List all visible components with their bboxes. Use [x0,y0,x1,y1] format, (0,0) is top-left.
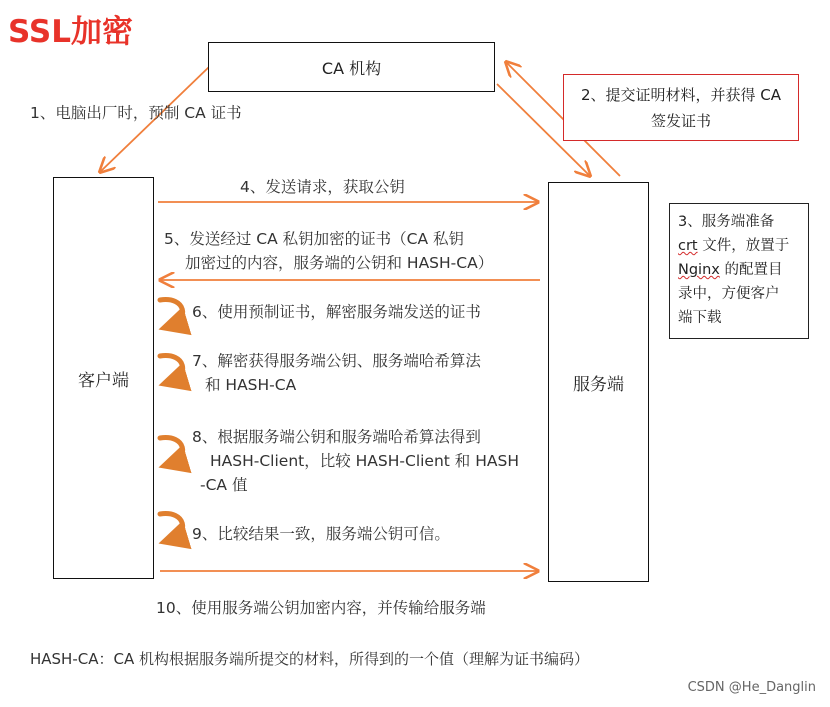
note-step-3-line1 [678,210,800,234]
note-step-3-crt: crt [678,238,698,254]
step-8-label-line3: -CA 值 [200,476,248,494]
note-step-3-line5: 端下载 [678,310,722,326]
step-7-label-line1: 7、解密获得服务端公钥、服务端哈希算法 [192,352,481,370]
note-step-2 [563,74,799,141]
curl-step-9 [160,514,183,540]
ca-node-label: CA 机构 [321,58,382,78]
step-5-label-line2: 加密过的内容，服务端的公钥和 HASH-CA） [185,254,494,272]
step-10-label: 10、使用服务端公钥加密内容，并传输给服务端 [156,599,486,617]
ca-node [208,42,495,92]
diagram-title: SSL加密 [8,14,134,50]
step-6-label: 6、使用预制证书，解密服务端发送的证书 [192,303,481,321]
step-1-label: 1、电脑出厂时，预制 CA 证书 [30,104,242,122]
note-step-3-text-c: 的配置目 [719,262,783,278]
footer-note: HASH-CA：CA 机构根据服务端所提交的材料，所得到的一个值（理解为证书编码） [30,650,589,668]
note-step-3-nginx: Nginx [678,262,720,278]
note-step-2-line2: 签发证书 [650,112,711,130]
step-8-label-line2: HASH-Client，比较 HASH-Client 和 HASH [210,452,519,470]
server-node [548,182,649,582]
server-node-label: 服务端 [573,374,624,395]
step-7-label-line2: 和 HASH-CA [205,376,297,394]
note-step-3-line4: 录中，方便客户 [678,286,780,302]
client-node [53,177,154,579]
curl-step-6 [160,300,183,326]
note-step-3-line2 [678,234,800,258]
note-step-3-line3 [678,258,800,282]
step-8-label-line1: 8、根据服务端公钥和服务端哈希算法得到 [192,428,481,446]
step-4-label: 4、发送请求，获取公钥 [240,178,405,196]
note-step-2-line1: 2、提交证明材料，并获得 CA [580,86,782,104]
watermark: CSDN @He_Danglin [687,680,816,695]
step-9-label: 9、比较结果一致，服务端公钥可信。 [192,525,450,543]
note-step-3 [669,203,809,339]
client-node-label: 客户端 [78,370,129,391]
curl-step-7 [160,356,183,382]
step-5-label-line1: 5、发送经过 CA 私钥加密的证书（CA 私钥 [164,230,464,248]
note-step-3-text-b: 文件，放置于 [697,238,790,254]
note-step-3-text-a: 3、服务端准备 [678,214,775,230]
curl-step-8 [160,438,183,464]
